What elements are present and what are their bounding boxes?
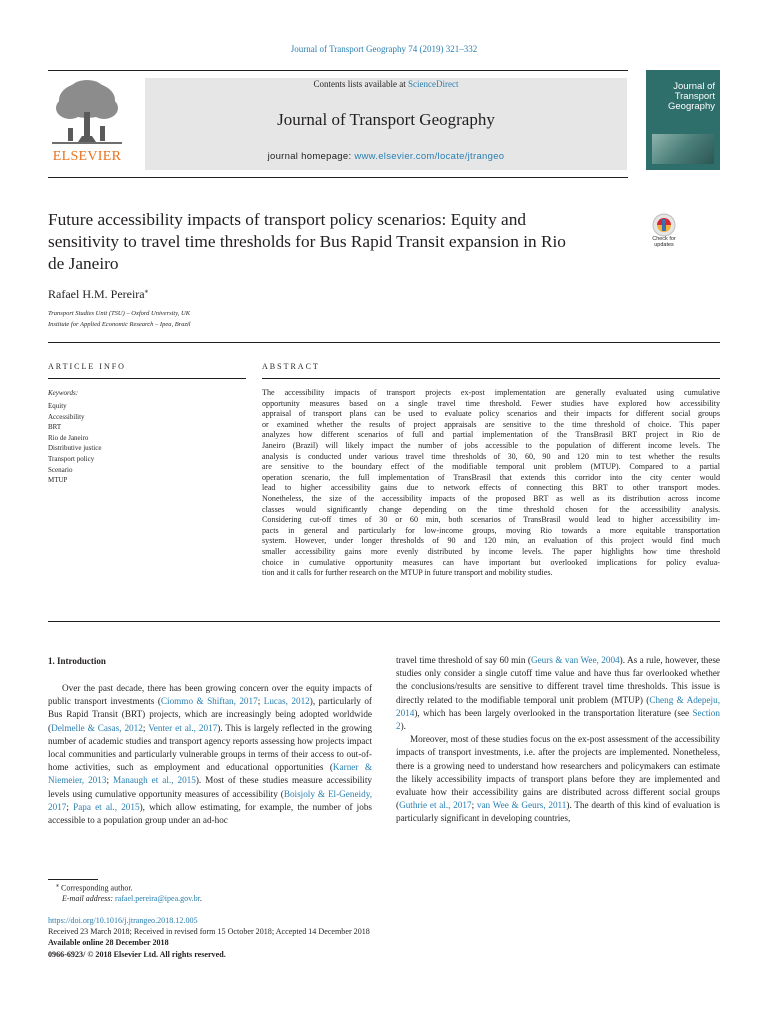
body-text: ;: [66, 801, 74, 812]
body-text: ). As a rule, however, these studies only consider a single cutoff time value and have thus far overlooked whether the conclusions/results are sensitive to different travel time thresholds. This issue is directly related to the modifiable temporal unit problem (MTUP) (: [396, 655, 720, 705]
journal-homepage: [145, 151, 627, 162]
corresponding-author-note: [56, 882, 133, 893]
abstract-line: classes would significantly change depending on the time threshold chosen for the accessibility analysis.: [262, 504, 720, 514]
body-text: ;: [471, 800, 477, 811]
affiliation: Transport Studies Unit (TSU) – Oxford University, UK: [48, 310, 191, 317]
body-text: ), which has been largely overlooked in the transportation literature (see: [414, 707, 693, 718]
abstract-line: tion and it calls for further research on the MTUP in future transport and mobility studies.: [262, 568, 553, 578]
author-mark: ⁎: [144, 287, 149, 295]
abstract-line: Janeiro (Brazil) will likely impact the number of jobs accessible to the population of different income levels. The: [262, 440, 720, 450]
body-text: ), particularly of Bus Rapid Transit (BRT) projects, which are increasingly being adopted worldwide (: [48, 696, 372, 733]
body-paragraph: [396, 733, 720, 825]
title-line: Future accessibility impacts of transport policy scenarios: Equity and: [48, 210, 527, 229]
copyright: 0966-6923/ © 2018 Elsevier Ltd. All rights reserved.: [48, 949, 226, 959]
citation-link[interactable]: Venter et al., 2017: [148, 722, 218, 733]
abstract-line: lead to higher accessibility gains due to network effects of connecting this BRT to other transport modes.: [262, 483, 720, 493]
citation-link[interactable]: Boisjoly & El-Geneidy, 2017: [48, 788, 372, 812]
elsevier-tree-icon: [48, 78, 126, 148]
abstract-line: analyzes how different scenarios of full and partial implementation of the TransBrasil BRT project in Rio de: [262, 430, 720, 440]
keyword: Scenario: [48, 465, 73, 474]
keyword: Rio de Janeiro: [48, 433, 89, 442]
keywords-label: Keywords:: [48, 389, 79, 397]
abstract-text: [262, 388, 720, 579]
section-rule: [48, 621, 720, 622]
article-title: [48, 209, 628, 275]
keyword: Distributive justice: [48, 444, 102, 453]
email-note: [62, 894, 202, 903]
body-column-left: [48, 682, 372, 827]
online-date: Available online 28 December 2018: [48, 938, 169, 948]
abstract-line: appraisal of transport plans can be used to evaluate policy scenarios and their impacts for different social groups: [262, 409, 720, 419]
citation-link[interactable]: Geurs & van Wee, 2004: [530, 655, 620, 665]
email-suffix: .: [199, 894, 202, 903]
abstract-line: are sensitive to the boundary effect of the modifiable temporal unit problem (MTUP). Compared to a partial: [262, 462, 720, 472]
citation-link[interactable]: Ciommo & Shiftan, 2017: [160, 696, 258, 707]
doi-link[interactable]: https://doi.org/10.1016/j.jtrangeo.2018.12.005: [48, 916, 198, 925]
abstract-line: analysis is conducted under various travel time thresholds of 30, 60, 90 and 120 min to test whether the results: [262, 451, 720, 461]
citation-link[interactable]: Papa et al., 2015: [73, 801, 140, 812]
citation-link[interactable]: van Wee & Geurs, 2011: [476, 800, 567, 811]
publication-info: [48, 915, 370, 960]
body-text: travel time threshold of say 60 min (: [396, 655, 531, 665]
abstract-line: system. However, under longer thresholds of 90 and 120 min, an evaluation of this project would find much: [262, 536, 720, 546]
body-text: Over the past decade, there has been growing concern over the equity impacts of public transport investments (: [48, 683, 372, 707]
abstract-line: choice in cumulative opportunity measures can have important but overlooked implications for policy evalua-: [262, 557, 720, 567]
journal-cover[interactable]: [646, 70, 720, 170]
body-paragraph: [396, 654, 720, 733]
body-text: ). This is largely reflected in the growing number of academic studies and transport agency reports assessing how projects impact local communities and particularly vulnerable groups in terms of their access to out-of-home activities, such as employment and educational opportunities (: [48, 722, 372, 773]
citation-link[interactable]: Delmelle & Casas, 2012: [51, 722, 143, 733]
section-rule: [48, 342, 720, 343]
abstract-line: opportunity measures based on a single travel time threshold. Fewer studies have explored how accessibility: [262, 398, 720, 408]
homepage-prefix: journal homepage:: [267, 151, 355, 162]
keyword: BRT: [48, 423, 62, 432]
article-info-heading: ARTICLE INFO: [48, 362, 126, 371]
crossmark-icon: [644, 213, 684, 237]
email-label: E-mail address:: [62, 894, 116, 903]
citation-link[interactable]: Karner & Niemeier, 2013: [48, 762, 373, 786]
email-link[interactable]: rafael.pereira@ipea.gov.br: [115, 894, 200, 903]
article-info-rule: [48, 378, 246, 379]
body-text: ).: [400, 721, 406, 732]
title-line: de Janeiro: [48, 254, 119, 273]
footnote-mark: ⁎: [56, 883, 59, 889]
contents-prefix: Contents lists available at: [313, 79, 408, 89]
crossmark-label: Check for updates: [652, 236, 676, 248]
contents-line: [145, 79, 627, 89]
body-text: ;: [142, 722, 149, 733]
abstract-line: operation scenario, the full implementation of TransBrasil that extends this corridor into the city center would: [262, 472, 720, 482]
journal-reference[interactable]: Journal of Transport Geography 74 (2019) 321–332: [290, 44, 478, 54]
abstract-line: smaller accessibility gains more evenly distributed by income levels. The paper highlights how time threshold: [262, 546, 720, 556]
body-text: ;: [106, 775, 113, 786]
keyword: MTUP: [48, 476, 68, 485]
footnote-rule: [48, 879, 98, 880]
publisher-name: ELSEVIER: [52, 149, 122, 164]
homepage-link[interactable]: www.elsevier.com/locate/jtrangeo: [354, 151, 505, 162]
cover-title: Journal of Transport Geography: [667, 81, 715, 112]
introduction-heading: 1. Introduction: [48, 656, 106, 666]
body-paragraph: [48, 682, 372, 827]
journal-title: Journal of Transport Geography: [277, 110, 495, 129]
body-text: ), which allow estimating, for example, the number of jobs accessible to a population group under an ad-hoc: [48, 801, 372, 826]
sciencedirect-link[interactable]: ScienceDirect: [408, 79, 459, 89]
keyword: Accessibility: [48, 412, 85, 421]
header-bottom-rule: [48, 177, 628, 178]
citation-link[interactable]: Lucas, 2012: [263, 696, 310, 707]
abstract-line: Considering cut-off times of 30 or 60 min, both scenarios of TransBrasil would lead to higher accessibility im-: [262, 515, 720, 525]
citation-link[interactable]: Cheng & Adepeju, 2014: [396, 694, 720, 718]
citation-link[interactable]: Manaugh et al., 2015: [113, 775, 196, 786]
title-line: sensitivity to travel time thresholds for Bus Rapid Transit expansion in Rio: [48, 232, 566, 251]
received-dates: Received 23 March 2018; Received in revised form 15 October 2018; Accepted 14 December 2018: [48, 927, 370, 937]
abstract-line: The accessibility impacts of transport projects ex-post implementation are generally evaluated using cumulative: [262, 388, 720, 397]
abstract-line: Nonetheless, the size of the accessibility impacts of the proposed BRT as well as its distribution across income: [262, 493, 720, 503]
body-text: ). Most of these studies measure accessibility levels using cumulative opportunity measures of accessibility (: [48, 775, 373, 799]
body-text: Moreover, most of these studies focus on the ex-post assessment of the accessibility impacts of transport investments, i.e. after the projects are implemented. Nonetheless, there is a growing need to understand how researchers and policymakers can estimate the likely accessibility impacts of transport plans before they are implemented and evaluate how their accessibility gains are distributed across different social groups (: [396, 734, 720, 811]
keyword: Equity: [48, 402, 67, 410]
cover-image: [652, 134, 714, 164]
body-column-right: [396, 654, 720, 826]
abstract-line: or examined whether the results of project appraisals are sensitive to the time threshold of choice. This paper: [262, 419, 720, 429]
body-text: ). The dearth of this kind of evaluation is particularly significant in developing countries,: [396, 800, 721, 824]
keyword: Transport policy: [48, 454, 95, 463]
author-line: [48, 287, 148, 302]
abstract-line: pacts in general and particularly for low-income groups, moving Rio towards a more equitable transportation: [262, 525, 720, 535]
body-text: ;: [257, 696, 264, 707]
header-top-rule: [48, 70, 628, 71]
abstract-rule: [262, 378, 720, 379]
author-name: Rafael H.M. Pereira: [48, 287, 145, 301]
abstract-heading: ABSTRACT: [262, 362, 320, 371]
keywords-list: [48, 401, 101, 486]
citation-link[interactable]: Section 2: [396, 707, 720, 732]
citation-link[interactable]: Guthrie et al., 2017: [399, 800, 472, 811]
affiliation: Institute for Applied Economic Research – Ipea, Brazil: [48, 321, 191, 328]
corresponding-text: Corresponding author.: [61, 883, 133, 893]
